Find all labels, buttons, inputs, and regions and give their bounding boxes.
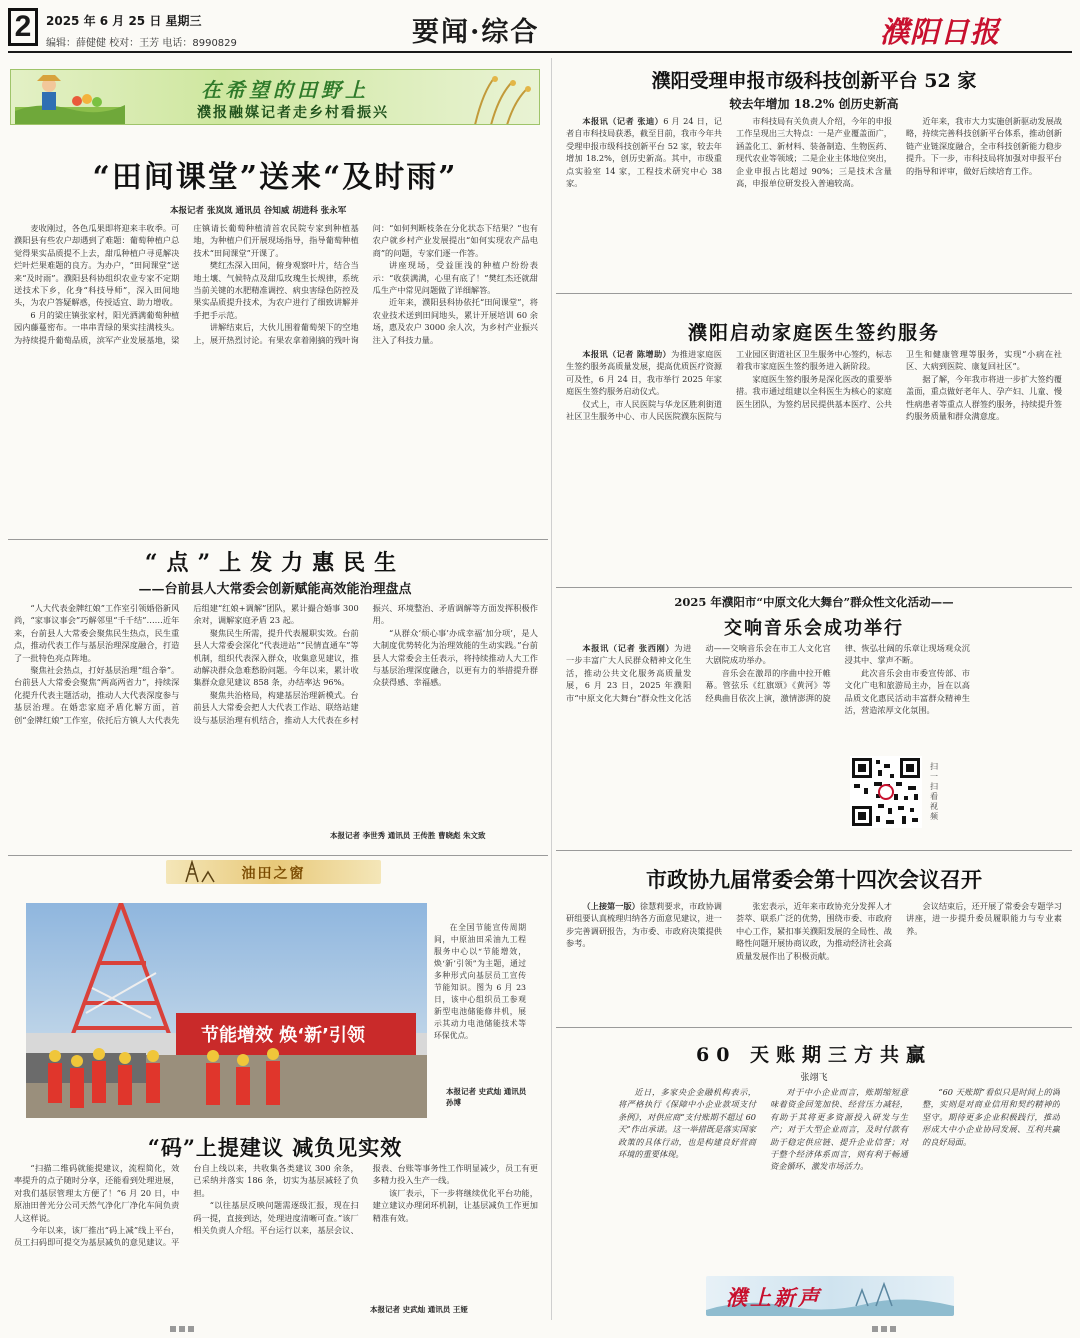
oil-rig-scene [26, 903, 427, 1118]
photo-credit: 本报记者 史武灿 通讯员 孙博 [446, 1087, 527, 1107]
paper-logo: 濮阳日报 [880, 15, 1001, 49]
feature-banner-subtitle: 濮报融媒记者走乡村看振兴 [197, 105, 389, 121]
paragraph: 今年以来，该厂推出“码上减”线上平台，员工扫码即可提交为基层减负的意见建议。平台自上线以来，共收集各类建议 300 余条，已采纳并落实 186 条，切实为基层减轻了负担。 [14, 1163, 359, 1248]
paragraph: “60 天账期”看似只是时间上的调整，实则是对商业信用和契约精神的坚守。期待更多企业积极践行，推动形成大中小企业协同发展、互利共赢的良好局面。 [922, 1087, 1060, 1147]
article3-body [566, 348, 1062, 570]
article4-subheadline: ——台前县人大常委会创新赋能高效能治理盘点 [138, 582, 412, 597]
paragraph: 据了解，今年我市将进一步扩大签约覆盖面，重点做好老年人、孕产妇、儿童、慢性病患者等重点人群签约服务，持续提升签约服务质量和群众满意度。 [906, 373, 1062, 422]
paragraph [566, 348, 722, 398]
footer-banner-title: 濮上新声 [726, 1285, 822, 1310]
oil-rig-photo [26, 903, 427, 1118]
oilfield-banner [166, 860, 381, 884]
article6-body [14, 1162, 538, 1304]
paragraph: “从群众‘烦心事’办成幸福‘加分项’，是人大制度优势转化为治理效能的生动实践。”台前县人大常委会主任表示，将持续推动人大工作与基层治理深度融合，以更有力的举措提升群众获得感、幸福感。 [372, 627, 538, 688]
page-number-box [8, 8, 38, 46]
paragraph: 此次音乐会由市委宣传部、市文化广电和旅游局主办，旨在以高品质文化惠民活动丰富群众精神生活，营造浓厚文化氛围。 [844, 667, 970, 716]
article1-headline: “田间课堂”送来“及时雨” [92, 160, 458, 195]
paragraph-text: 为进一步丰富广大人民群众精神文化生活，推动公共文化服务高质量发展，6 月 23 日，2025 年濮阳市“中原文化大舞台”群众性文化活动——交响音乐会在市工人文化宫大剧院成功举办。 [566, 643, 831, 703]
paragraph: 家庭医生签约服务是深化医改的重要举措。我市通过组建以全科医生为核心的家庭医生团队，为签约居民提供基本医疗、公共卫生和健康管理等服务，实现“小病在社区、大病到医院、康复回社区”。 [736, 349, 1062, 409]
column-divider [551, 58, 552, 1320]
qr-code[interactable] [850, 756, 922, 828]
paragraph: “以往基层反映问题需逐级汇报，现在扫码一提，直接到达，处理进度清晰可查。”该厂相关负责人介绍。平台运行以来，基层会议、报表、台账等事务性工作明显减少，员工有更多精力投入生产一线。 [193, 1163, 538, 1236]
page-corner-mark [170, 1326, 194, 1332]
section-divider [8, 539, 548, 540]
article1-byline: 本报记者 张岚岚 通讯员 谷知威 胡进科 张永军 [170, 206, 347, 216]
staff-line: 编辑：薛健健 校对：王芳 电话：8990829 [46, 38, 237, 49]
paragraph: “扫描二维码就能提建议，流程简化，效率提升的点子随时分享，还能看到处理进展，对我们基层管理太方便了！”6 月 20 日，中原油田普光分公司天然气净化厂净化车间负责人这样说。 [14, 1163, 180, 1223]
date-line: 2025 年 6 月 25 日 星期三 [46, 14, 202, 28]
section-divider [556, 850, 1072, 851]
paragraph: 张宏表示，近年来市政协充分发挥人才荟萃、联系广泛的优势，围绕市委、市政府中心工作，紧扣事关濮阳发展的全局性、战略性问题开展协商议政，为推动经济社会高质量发展作出了积极贡献。 [736, 901, 892, 961]
paragraph: 仪式上，市人民医院与华龙区胜利街道社区卫生服务中心、市人民医院濮东医院与工业园区街道社区卫生服务中心签约，标志着我市家庭医生签约服务进入新阶段。 [566, 349, 892, 422]
article7-headline: 市政协九届常委会第十四次会议召开 [646, 867, 982, 892]
oilfield-banner-title: 油田之窗 [241, 866, 306, 882]
paragraph: “人大代表金牌红娘”工作室引领婚俗新风尚，“家事议事会”巧解邻里“千千结”……近年来，台前县人大常委会聚焦民生热点，民生重点，推动代表工作与基层治理深度融合，打造了一批特色亮点阵地。 [14, 603, 180, 663]
article6-byline: 本报记者 史武灿 通讯员 王娅 [370, 1305, 468, 1314]
paragraph [566, 115, 722, 189]
article8-author: 张翊飞 [800, 1073, 828, 1083]
section-title: 要闻·综合 [412, 17, 540, 48]
section-divider [8, 855, 548, 856]
feature-banner [10, 69, 540, 125]
paragraph [566, 900, 722, 950]
article4-body [14, 602, 538, 824]
feature-banner-title: 在希望的田野上 [201, 78, 369, 102]
qr-caption: 扫一扫 看视频 [930, 762, 938, 821]
paragraph: 市科技局有关负责人介绍，今年的申报工作呈现出三大特点：一是产业覆盖面广，涵盖化工、新材料、装备制造、生物医药、现代农业等领域；二是企业主体地位突出，企业申报占比超过 90%；三是技术含量高，申报单位研发投入普遍较高。 [736, 116, 892, 189]
paragraph: 讲座现场，受益匪浅的种植户纷纷表示：“收获满满，心里有底了！”樊红杰还就甜瓜生产中常见问题做了详细解答。 [372, 260, 538, 296]
paragraph: 聚焦社会热点，打好基层治理“组合拳”。台前县人大常委会聚焦“两高两省力”，持续深化提升代表主题活动，推动人大代表深度参与基层治理。在婚恋家庭矛盾化解方面，首创“金牌红娘”工作室，依托后方镇人大代表先后组建“红娘+调解”团队，累计撮合婚事 300 余对，调解家庭矛盾 23 起。 [14, 603, 359, 725]
page-corner-mark [872, 1326, 896, 1332]
page-number: 2 [14, 10, 32, 43]
article2-subheadline: 较去年增加 18.2% 创历史新高 [729, 97, 899, 111]
photo-sign-text: 节能增效 焕‘新’引领 [201, 1025, 365, 1046]
paragraph: 对于中小企业而言，账期缩短意味着资金回笼加快、经营压力减轻，有助于其将更多资源投入研发与生产；对于大型企业而言，及时付款有助于稳定供应链、提升企业信誉；对于整个经济体系而言，则有利于畅通资金循环、激发市场活力。 [770, 1087, 908, 1172]
masthead-rule [8, 51, 1072, 53]
paragraph: 该厂表示，下一步将继续优化平台功能，建立建议办理闭环机制，让基层减负工作更加精准有效。 [372, 1187, 538, 1223]
section-divider [556, 587, 1072, 588]
article5-kicker: 2025 年濮阳市“中原文化大舞台”群众性文化活动—— [674, 595, 954, 609]
article5-headline: 交响音乐会成功举行 [724, 618, 904, 639]
article7-body [566, 900, 1062, 1018]
paragraph: 会议结束后，还开展了常委会专题学习讲座，进一步提升委员履职能力与专业素养。 [906, 901, 1062, 936]
paragraph-text: 徐慧莉要求，市政协调研组要认真梳理归纳各方面意见建议，进一步完善调研报告，为市委、市政府决策提供参考。 [566, 901, 722, 949]
article7-byline: （上接第一版） [582, 901, 640, 911]
paragraph: 樊红杰深入田间，俯身观察叶片，结合当地土壤、气候特点及甜瓜玫瑰生长规律，系统当前关键的水肥精准调控、病虫害绿色防控及果实品质提升技术，为农户进行了细致讲解并手把手示范。 [193, 260, 359, 320]
paragraph: 聚焦共治格局，构建基层治理新模式。台前县人大常委会把人大代表工作站、联络站建设与基层治理有机结合，推动人大代表在乡村振兴、环境整治、矛盾调解等方面发挥积极作用。 [193, 603, 538, 725]
article5-byline: 本报讯（记者 张西刚） [582, 643, 675, 653]
article4-byline: 本报记者 李世秀 通讯员 王传胜 曹晓彪 朱文致 [330, 831, 486, 840]
paragraph: 聚焦民生所需，提升代表履职实效。台前县人大常委会深化“代表进站”“民情直通车”等机制，组织代表深入群众，收集意见建议，推动解决群众急难愁盼问题。今年以来，累计收集群众意见建议 858 条，办结率达 96%。 [193, 627, 359, 688]
farmer-illustration [15, 71, 125, 125]
article8-body [618, 1086, 1060, 1270]
article2-body [566, 115, 1062, 285]
article2-byline: 本报讯（记者 张迪） [582, 116, 664, 126]
section-divider [556, 1027, 1072, 1028]
paragraph-text: 为推进家庭医生签约服务高质量发展，提高优质医疗资源可及性，6 月 24 日，我市举行 2025 年家庭医生签约服务启动仪式。 [566, 349, 722, 397]
footer-banner [706, 1276, 954, 1316]
article4-headline: “点”上发力惠民生 [144, 550, 406, 576]
paragraph: 近年来，濮阳县科协依托“田间课堂”，将农业技术送到田间地头，累计开展培训 60 余场，惠及农户 3000 余人次，为乡村产业振兴注入了科技力量。 [372, 297, 538, 345]
paragraph: 近日，多家央企金融机构表示，将严格执行《保障中小企业款项支付条例》，对供应商“支付账期不超过 60 天”作出承诺。这一举措既是落实国家政策的具体行动，也是构建良好营商环境的重要体现。 [618, 1087, 756, 1160]
paragraph: 讲解结束后，大伙儿围着葡萄架下的空地上，展开热烈讨论。有果农拿着刚摘的残叶询问：“如何判断枝条在分化状态下结果？”也有农户就乡村产业发展提出“如何实现农产品电商”的问题，专家们逐一作答。 [193, 223, 538, 345]
paragraph: 6 月的梁庄镇张家村，阳光洒满葡萄种植园内藤蔓密布。一串串青绿的果实挂满枝头。为持续提升葡萄品质，滨军产业发展基地，梁庄镇请长葡萄种植清首农民院专家到种植基地，为种植户们开展现场指导，指导葡萄种植技术“田间课堂”开课了。 [14, 223, 359, 345]
section-divider [556, 293, 1072, 294]
article3-headline: 濮阳启动家庭医生签约服务 [687, 322, 940, 344]
article1-body [14, 222, 538, 514]
article3-byline: 本报讯（记者 陈增助） [582, 349, 672, 359]
article8-headline: 60 天账期三方共赢 [695, 1044, 933, 1066]
paragraph: 音乐会在激昂的序曲中拉开帷幕。管弦乐《红旗颂》《黄河》等经典曲目依次上演，激情澎湃的旋律、恢弘壮阔的乐章让现场观众沉浸其中、掌声不断。 [705, 643, 970, 703]
paragraph-text: 6 月 24 日，记者自市科技局获悉，截至目前，我市今年共受理申报市级科技创新平台 52 家，较去年增加 18.2%，创历史新高。其中，市级重点实验室 14 家，工程技术研究中心 38 家。 [566, 116, 722, 189]
paragraph: 麦收刚过，各色瓜果即将迎来丰收季。可濮阳县有些农户却遇到了难题：葡萄种植户总觉得果实品质提不上去，甜瓜种植户寻觅解决烂叶烂果难题的良方。为办户，“田间课堂”送来“及时雨”。濮阳县科协组织农业专家不定期送技术下乡，化身“科技导师”，深入田间地头，为农户答疑解惑，传授适宜、助力增收。 [14, 223, 180, 308]
paragraph: 在全国节能宣传周期间，中原油田采油九工程服务中心以“节能增效，焕‘新’引领”为主题，通过多种形式向基层员工宣传节能知识。图为 6 月 23 日，该中心组织员工参观新型电池储能修井机，展示其动力电池储能技术等环保优点。 [434, 923, 526, 1040]
paragraph: 近年来，我市大力实施创新驱动发展战略，持续完善科技创新平台体系，推动创新链产业链深度融合，全市科技创新能力稳步提升。下一步，市科技局将加强对申报平台的指导和评审，做好后续培育工作。 [906, 116, 1062, 176]
article2-headline: 濮阳受理申报市级科技创新平台 52 家 [651, 70, 977, 92]
article6-headline: “码”上提建议 减负见实效 [147, 1135, 403, 1160]
photo-caption [434, 922, 526, 1082]
rice-decoration [465, 71, 535, 125]
qr-code-graphic [850, 756, 922, 828]
